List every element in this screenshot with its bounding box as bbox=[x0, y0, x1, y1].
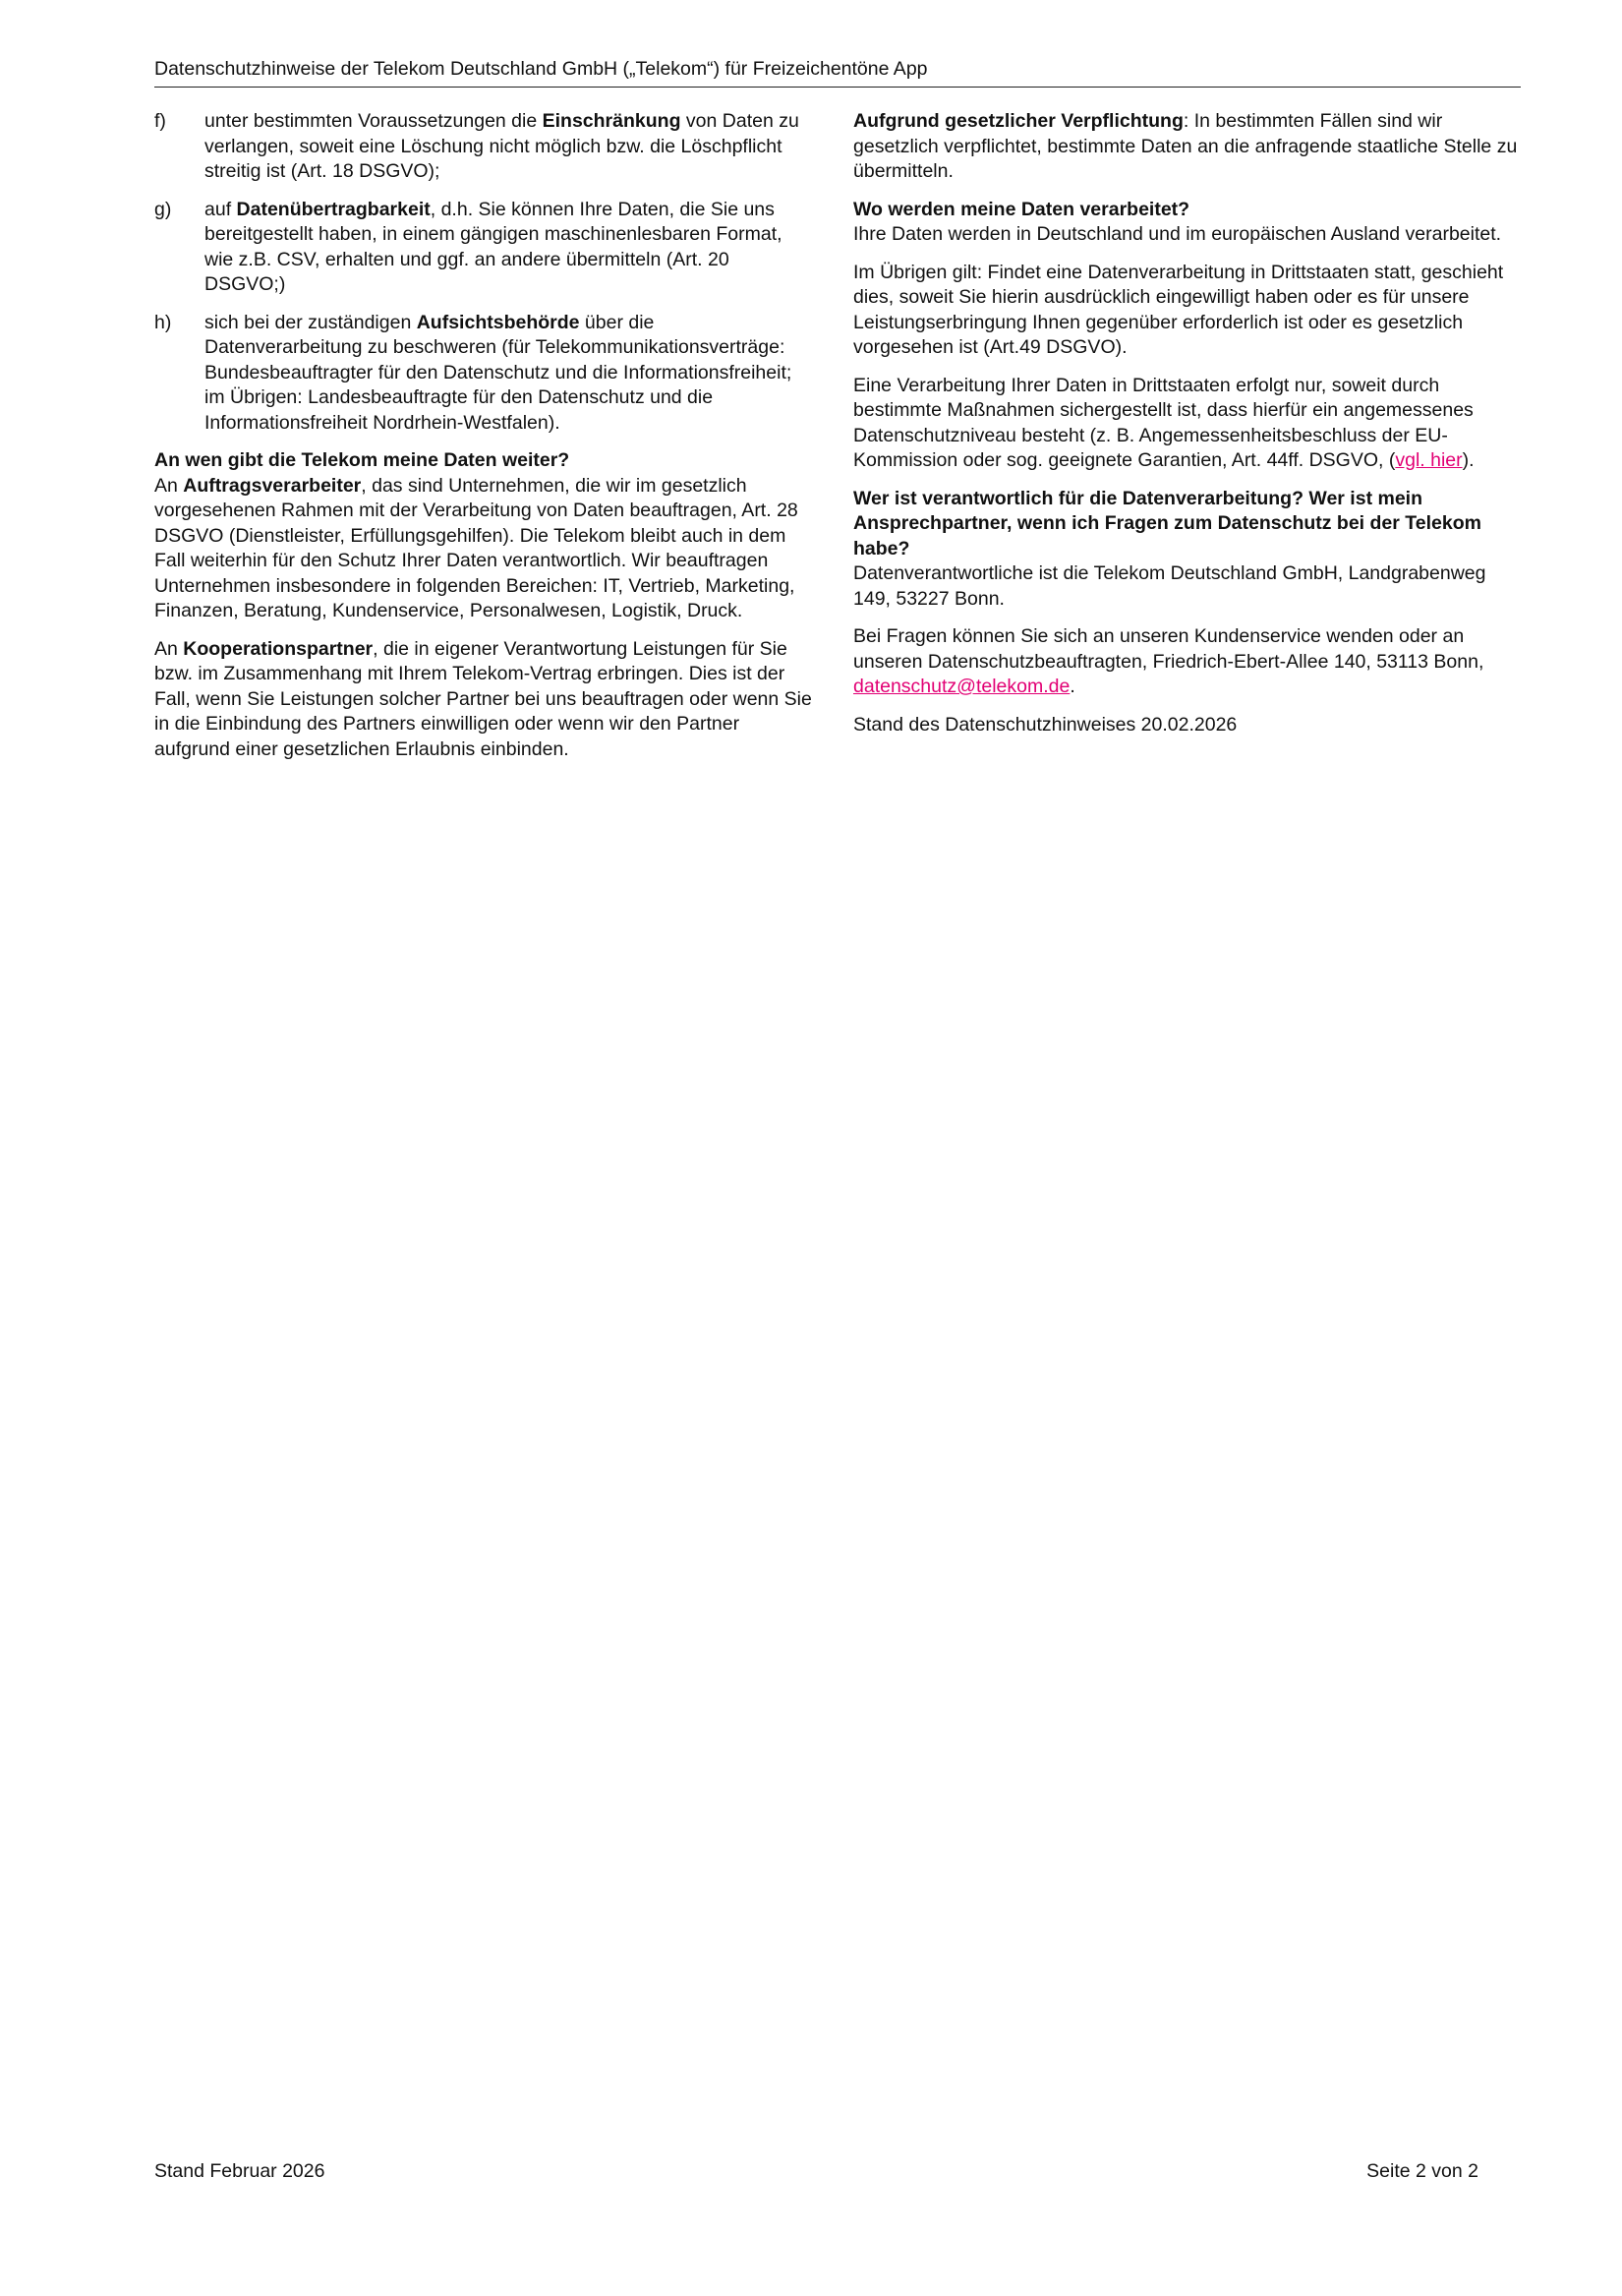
paragraph-text: An bbox=[154, 474, 184, 497]
item-marker: h) bbox=[154, 311, 172, 333]
item-text: , d.h. Sie können Ihre Daten, die Sie uns bereitgestellt haben, in einem gängigen maschinenlesbaren Format, wie z.B. CSV, erhalten und ggf. an andere übermitteln (Art. 20 DSGVO;) bbox=[204, 198, 782, 295]
paragraph-text: , das sind Unternehmen, die wir im gesetzlich vorgesehenen Rahmen mit der Verarbeitung von Daten beauftragen, Art. 28 DSGVO (Dienstleister, Erfüllungsgehilfen). Die Telekom bleibt auch in dem Fall weiterhin für den Schutz Ihrer Daten verantwortlich. Wir beauftragen Unternehmen insbesondere in folgenden Bereichen: IT, Vertrieb, Marketing, Finanzen, Beratung, Kundenservice, Personalwesen, Logistik, Druck. bbox=[154, 474, 798, 621]
paragraph-text: An bbox=[154, 637, 184, 660]
paragraph-text: Ihre Daten werden in Deutschland und im europäischen Ausland verarbeitet. bbox=[853, 223, 1502, 245]
item-text: auf bbox=[204, 198, 237, 220]
paragraph-text: ). bbox=[1462, 449, 1475, 471]
processing-location-section bbox=[853, 198, 1522, 248]
footer-status: Stand Februar 2026 bbox=[154, 2160, 325, 2182]
email-link[interactable]: datenschutz@telekom.de bbox=[853, 676, 1071, 697]
protection-measures-paragraph bbox=[853, 374, 1522, 474]
paragraph-text: . bbox=[1070, 676, 1075, 697]
right-column bbox=[853, 109, 1522, 750]
item-keyword: Einschränkung bbox=[542, 110, 681, 132]
item-keyword: Aufsichtsbehörde bbox=[416, 311, 580, 333]
paragraph-text: Datenverantwortliche ist die Telekom Deutschland GmbH, Landgrabenweg 149, 53227 Bonn. bbox=[853, 562, 1486, 610]
paragraph-keyword: Kooperationspartner bbox=[183, 637, 374, 660]
section-heading: Wo werden meine Daten verarbeitet? bbox=[853, 198, 1190, 220]
item-text: über die Datenverarbeitung zu beschweren (für Telekommunikationsverträge: Bundesbeauftragter für den Datenschutz und die Informationsfreiheit; im Übrigen: Landesbeauftragte für den Datenschutz und die Informationsfreiheit Nordrhein-Westfalen). bbox=[204, 311, 792, 434]
compare-here-link[interactable]: vgl. hier bbox=[1395, 449, 1463, 471]
item-text: unter bestimmten Voraussetzungen die bbox=[204, 110, 543, 132]
page-header bbox=[154, 57, 1521, 88]
paragraph-text: : In bestimmten Fällen sind wir gesetzlich verpflichtet, bestimmte Daten an die anfragende staatliche Stelle zu übermitteln. bbox=[853, 110, 1518, 182]
header-title: Datenschutzhinweise der Telekom Deutschland GmbH („Telekom“) für Freizeichentöne App bbox=[154, 58, 928, 80]
item-marker: g) bbox=[154, 198, 172, 220]
item-keyword: Datenübertragbarkeit bbox=[236, 198, 431, 220]
item-marker: f) bbox=[154, 110, 166, 132]
rights-item-g bbox=[154, 198, 815, 298]
responsible-section bbox=[853, 487, 1522, 613]
item-text: sich bei der zuständigen bbox=[204, 311, 417, 333]
rights-item-h bbox=[154, 311, 815, 437]
page-number: Seite 2 von 2 bbox=[1366, 2160, 1478, 2182]
paragraph-text: Eine Verarbeitung Ihrer Daten in Drittstaaten erfolgt nur, soweit durch bestimmte Maßnahmen sichergestellt ist, dass hierfür ein angemessenes Datenschutzniveau besteht (z. B. Angemessenheitsbeschluss der EU-Kommission oder sog. geeignete Garantien, Art. 44ff. DSGVO, ( bbox=[853, 374, 1474, 471]
third-countries-paragraph bbox=[853, 261, 1522, 361]
status-date: Stand des Datenschutzhinweises 20.02.2026 bbox=[853, 713, 1238, 736]
data-sharing-section bbox=[154, 448, 815, 624]
paragraph-text: Im Übrigen gilt: Findet eine Datenverarbeitung in Drittstaaten statt, geschieht dies, soweit Sie hierin ausdrücklich eingewilligt haben oder es für unsere Leistungserbringung Ihnen gegenüber erforderlich ist oder es gesetzlich vorgesehen ist (Art.49 DSGVO). bbox=[853, 261, 1504, 358]
item-text: von Daten zu verlangen, soweit eine Löschung nicht möglich bzw. die Löschpflicht streitig ist (Art. 18 DSGVO); bbox=[204, 110, 799, 182]
rights-item-f bbox=[154, 109, 815, 185]
paragraph-keyword: Auftragsverarbeiter bbox=[183, 474, 362, 497]
paragraph-text: , die in eigener Verantwortung Leistungen für Sie bzw. im Zusammenhang mit Ihrem Telekom-Vertrag erbringen. Dies ist der Fall, wenn Sie Leistungen solcher Partner bei uns beauftragen oder wenn Sie in die Einbindung des Partners einwilligen oder wenn wir den Partner aufgrund einer gesetzlichen Erlaubnis einbinden. bbox=[154, 637, 812, 760]
paragraph-text: Bei Fragen können Sie sich an unseren Kundenservice wenden oder an unseren Datenschutzbeauftragten, Friedrich-Ebert-Allee 140, 53113 Bonn, bbox=[853, 625, 1484, 673]
paragraph-keyword: Aufgrund gesetzlicher Verpflichtung bbox=[853, 110, 1184, 132]
section-heading: An wen gibt die Telekom meine Daten weiter? bbox=[154, 449, 570, 471]
section-heading: Wer ist verantwortlich für die Datenverarbeitung? Wer ist mein Ansprechpartner, wenn ich Fragen zum Datenschutz bei der Telekom habe? bbox=[853, 487, 1481, 559]
left-column bbox=[154, 109, 815, 775]
cooperation-partner-paragraph bbox=[154, 637, 815, 763]
legal-obligation-paragraph bbox=[853, 109, 1522, 185]
questions-paragraph bbox=[853, 624, 1522, 700]
